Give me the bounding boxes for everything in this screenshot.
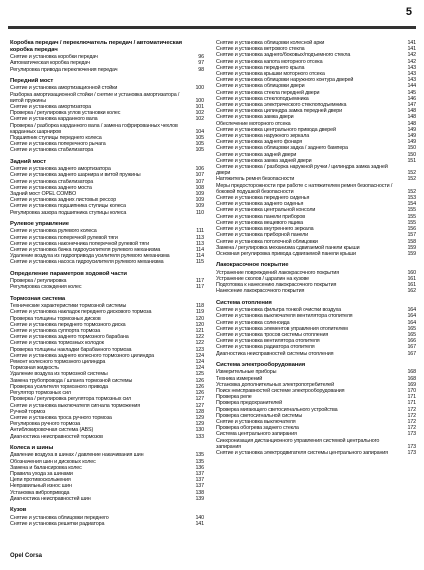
toc-entry-title: Устранение повреждений лакокрасочного покрытия — [216, 269, 339, 276]
toc-entry-page: 141 — [195, 520, 204, 527]
toc-entry-title: Снятие и установка электрического стеклоподъемника — [216, 102, 347, 109]
toc-entry-page: 113 — [195, 240, 204, 247]
toc-entry-title: Снятие и установка решетки радиатора — [10, 520, 105, 527]
toc-entry-title: Снятие и установка заднего фонаря — [216, 139, 303, 146]
toc-entry-title: Меры предосторожности при работе с натяжителем ремня безопасности / боковой подушкой безопасности — [216, 182, 393, 195]
toc-entry-title: Регулировка зазора подшипника ступицы колеса — [10, 209, 127, 216]
toc-entry-title: Снятие и установка насоса гидроусилителя рулевого механизма — [10, 259, 164, 266]
toc-entry-title: Снятие и установка наконечника поперечной рулевой тяги — [10, 240, 149, 247]
toc-entry-title: Снятие и установка заднего амортизатора — [10, 166, 111, 173]
toc-entry-title: Замена и балансировка колес — [10, 464, 82, 471]
toc-entry-title: Снятие и установка поперечного рычага — [10, 141, 106, 148]
toc-entry-title: Проверка усилителя тормозного привода — [10, 383, 108, 390]
toc-entry-page: 168 — [407, 369, 416, 376]
toc-entry-title: Снятие и установка поперечной рулевой тяги — [10, 234, 118, 241]
section-heading: Определение параметров ходовой части — [10, 270, 127, 277]
toc-entry-title: Установка вибропривода — [10, 489, 70, 496]
toc-entry-page: 150 — [407, 151, 416, 158]
toc-entry-title: Снятие и установка карданного вала — [10, 116, 98, 123]
toc-entry-title: Снятие и установка задних листовых рессор — [10, 197, 117, 204]
toc-section — [10, 221, 204, 266]
toc-section — [10, 445, 204, 502]
toc-entry-page: 157 — [407, 232, 416, 239]
header-rule — [8, 26, 416, 29]
toc-entry-page: 145 — [407, 89, 416, 96]
toc-entry[interactable] — [10, 496, 204, 502]
toc-entry-page: 168 — [407, 375, 416, 382]
toc-entry-title: Снятие и установка внутреннего зеркала — [216, 226, 314, 233]
toc-entry-title: Снятие и установка выключателя вентилятора отопителя — [216, 313, 353, 320]
toc-entry-page: 173 — [407, 449, 416, 456]
toc-right-column — [216, 40, 416, 461]
toc-entry-title: Проверка светосигнальной системы — [216, 412, 303, 419]
toc-entry-page: 123 — [195, 346, 204, 353]
toc-entry-title: Снятие и установка наружного зеркала — [216, 133, 310, 140]
toc-entry-title: Основная регулировка привода сдвигаемой панели крыши — [216, 250, 356, 257]
toc-entry-title: Снятие и установка заднего сиденья — [216, 201, 304, 208]
toc-entry-page: 143 — [407, 64, 416, 71]
toc-entry-title: Регулировка привода переключения передач — [10, 66, 118, 73]
toc-entry-title: Снятие и установка переднего крыла — [216, 64, 305, 71]
toc-entry-title: Нанесение лакокрасочного покрытия — [216, 288, 305, 295]
toc-entry-page: 143 — [407, 71, 416, 78]
toc-section — [10, 296, 204, 440]
toc-entry-page: 124 — [195, 359, 204, 366]
toc-entry-page: 142 — [407, 58, 416, 65]
toc-section — [10, 271, 204, 291]
toc-entry-title: Натяжитель ремня безопасности — [216, 176, 295, 183]
toc-entry-title: Снятие и установка бачка гидроусилителя рулевого механизма — [10, 247, 161, 254]
toc-entry-title: Устранение сколов / царапин на кузове — [216, 275, 309, 282]
toc-entry-page: 102 — [195, 116, 204, 123]
toc-entry-title: Снятие и установка облицовки переднего — [10, 514, 109, 521]
toc-entry-page: 164 — [407, 319, 416, 326]
toc-entry-page: 109 — [195, 203, 204, 210]
toc-entry-page: 107 — [195, 172, 204, 179]
toc-entry-page: 152 — [407, 176, 416, 183]
toc-entry-title: Технические характеристики тормозной системы — [10, 303, 127, 310]
section-heading: Лакокрасочное покрытие — [216, 262, 289, 269]
toc-entry-title: Проверка / регулировка углов установки колес — [10, 110, 121, 117]
toc-entry[interactable] — [216, 251, 416, 257]
toc-entry-title: Проверка предохранителей — [216, 400, 282, 407]
toc-entry[interactable] — [10, 67, 204, 73]
toc-entry-page: 155 — [407, 219, 416, 226]
toc-entry-title: Снятие и установка коробки передач — [10, 54, 98, 61]
toc-entry-page: 151 — [407, 157, 416, 164]
toc-entry-title: Снятие и установка облицовки задка / заднего бампера — [216, 145, 348, 152]
toc-entry-page: 161 — [407, 275, 416, 282]
toc-entry-page: 97 — [198, 60, 204, 67]
toc-entry-title: Снятие и установка выключателя — [216, 418, 296, 425]
toc-entry-page: 135 — [195, 452, 204, 459]
toc-entry-page: 162 — [407, 288, 416, 295]
toc-entry-page: 126 — [195, 390, 204, 397]
toc-entry-page: 124 — [195, 352, 204, 359]
toc-entry-page: 161 — [407, 282, 416, 289]
toc-section — [216, 300, 416, 357]
toc-entry-title: Замена / регулировка механизма сдвигаемой панели крыши — [216, 244, 360, 251]
toc-section — [216, 362, 416, 456]
toc-entry-title: Проверка толщины тормозных дисков — [10, 315, 101, 322]
section-heading: Коробка передач / переключатель передач / автоматическая коробка передач — [10, 40, 183, 53]
toc-entry-page: 150 — [407, 145, 416, 152]
toc-entry-title: Поиск неисправностей системе электрооборудования — [216, 387, 345, 394]
toc-entry-title: Тормозная жидкость — [10, 365, 59, 372]
toc-entry-title: Снятие и установка амортизатора — [10, 104, 91, 110]
toc-entry-title: Снятие и установка рулевого колеса — [10, 228, 97, 235]
toc-entry-title: Снятие и установка заднего колесного тормозного цилиндра — [10, 352, 155, 359]
section-heading: Передний мост — [10, 77, 54, 84]
toc-entry-page: 146 — [407, 95, 416, 102]
toc-entry-title: Снятие и установка стабилизатора — [10, 178, 94, 185]
toc-entry-page: 137 — [195, 483, 204, 490]
toc-entry-page: 167 — [407, 344, 416, 351]
toc-entry-page: 141 — [407, 46, 416, 53]
toc-entry-page: 122 — [195, 334, 204, 341]
toc-entry[interactable] — [216, 183, 416, 195]
toc-entry-title: Снятие и установка потолочной облицовки — [216, 238, 318, 245]
toc-entry-page: 118 — [195, 303, 204, 310]
toc-entry-page: 127 — [195, 396, 204, 403]
toc-entry-title: Давление воздуха в шинах / давление накачивания шин — [10, 452, 144, 459]
toc-entry-title: Снятие и установка замка двери — [216, 114, 294, 121]
toc-entry-title: Снятие и установка электродвигателя системы центрального запирания — [216, 449, 388, 456]
toc-entry-page: 172 — [407, 406, 416, 413]
toc-section — [10, 40, 204, 73]
toc-entry-page: 109 — [195, 191, 204, 198]
toc-entry-page: 164 — [407, 307, 416, 314]
toc-entry-page: 142 — [407, 52, 416, 59]
toc-entry-page: 110 — [195, 209, 204, 216]
toc-entry-title: Измерительные приборы — [216, 369, 277, 376]
toc-entry-page: 115 — [195, 259, 204, 266]
toc-entry-page: 156 — [407, 226, 416, 233]
toc-left-column — [10, 40, 204, 532]
toc-entry-page: 109 — [195, 197, 204, 204]
toc-entry[interactable] — [216, 351, 416, 357]
toc-entry-title: Снятие и установка цилиндра замка передней двери — [216, 108, 343, 115]
toc-entry-page: 108 — [195, 184, 204, 191]
toc-entry-title: Снятие и установка крышки моторного отсека — [216, 71, 325, 78]
toc-entry-title: Проверка / регулировка — [10, 278, 67, 285]
section-heading: Система электрооборудования — [216, 361, 306, 368]
toc-entry-title: Синхронизация дистанционного управления системой центрального запирания — [216, 437, 380, 450]
toc-entry-title: Подшипник ступицы переднего колеса — [10, 135, 102, 142]
toc-entry[interactable] — [10, 123, 204, 135]
toc-entry-title: Снятие и установка тормозных колодок — [10, 340, 104, 347]
toc-entry-page: 155 — [407, 213, 416, 220]
toc-entry-page: 153 — [407, 195, 416, 202]
toc-entry-page: 120 — [195, 321, 204, 328]
toc-entry-page: 122 — [195, 340, 204, 347]
toc-entry-title: Снятие и установка соленоида — [216, 319, 290, 326]
toc-entry-title: Снятие и установка заднего тормозного барабана — [10, 334, 129, 341]
toc-entry-page: 171 — [407, 394, 416, 401]
toc-entry-page: 140 — [195, 514, 204, 521]
footer-title: Opel Corsa — [10, 553, 43, 559]
toc-entry-page: 154 — [407, 201, 416, 208]
toc-entry-title: Снятие и установка облицовки двери — [216, 83, 305, 90]
toc-entry-page: 127 — [195, 402, 204, 409]
toc-entry[interactable] — [216, 450, 416, 456]
toc-entry-page: 102 — [195, 110, 204, 117]
toc-entry-title: Снятие и установка заднего моста — [10, 184, 92, 191]
toc-entry[interactable] — [10, 92, 204, 104]
toc-entry-page: 111 — [196, 228, 204, 235]
toc-entry-page: 120 — [195, 315, 204, 322]
toc-entry[interactable] — [216, 164, 416, 176]
toc-entry[interactable] — [216, 288, 416, 294]
page-number: 5 — [405, 6, 412, 18]
toc-entry-page: 130 — [195, 427, 204, 434]
toc-entry-page: 159 — [407, 250, 416, 257]
toc-entry-title: Снятие и установка панели приборов — [216, 213, 305, 220]
toc-entry-page: 152 — [407, 188, 416, 195]
toc-entry-title: Снятие и установка замка задней двери — [216, 157, 312, 164]
toc-entry-page: 136 — [195, 464, 204, 471]
toc-entry-page: 149 — [407, 126, 416, 133]
toc-entry-page: 121 — [195, 328, 204, 335]
toc-entry-page: 138 — [195, 489, 204, 496]
toc-entry-title: Задний мост OPEL COMBO — [10, 191, 77, 198]
toc-entry-title: Снятие и установка стекла передней двери — [216, 89, 320, 96]
toc-entry-page: 126 — [195, 377, 204, 384]
section-heading: Система отопления — [216, 299, 272, 306]
toc-entry-page: 149 — [407, 139, 416, 146]
toc-entry-title: Снятие и установка приборной панели — [216, 232, 308, 239]
toc-entry-title: Регулятор тормозных сил — [10, 390, 71, 397]
toc-entry-page: 124 — [195, 365, 204, 372]
toc-entry-title: Снятие и установка центральной консоли — [216, 207, 316, 214]
toc-entry-title: Снятие и установка радиатора отопителя — [216, 344, 315, 351]
toc-entry-title: Проверка / разборка карданного вала / замена гофрированных чехлов карданных шарниров — [10, 122, 178, 135]
toc-entry-title: Обозначения шин и дисковых колес — [10, 458, 96, 465]
toc-entry-page: 164 — [407, 313, 416, 320]
toc-entry-page: 144 — [407, 83, 416, 90]
toc-entry-page: 152 — [407, 170, 416, 177]
toc-entry-title: Ремонт колесного тормозного цилиндра — [10, 359, 106, 366]
toc-entry-page: 133 — [195, 433, 204, 440]
toc-entry[interactable] — [216, 438, 416, 450]
toc-entry-page: 96 — [198, 54, 204, 61]
toc-entry-title: Снятие и установка облицовки наружного контура дверей — [216, 77, 354, 84]
toc-entry-title: Обеспечение моторного отсека — [216, 120, 291, 127]
toc-entry-page: 172 — [407, 425, 416, 432]
toc-entry-title: Снятие и установка переднего сиденья — [216, 195, 310, 202]
toc-entry-title: Снятие и установка ветрового стекла — [216, 46, 305, 53]
toc-entry-page: 107 — [195, 178, 204, 185]
toc-entry-title: Подготовка к нанесению лакокрасочного покрытия — [216, 282, 337, 289]
toc-entry-page: 128 — [195, 408, 204, 415]
toc-section — [10, 507, 204, 527]
toc-entry-page: 104 — [195, 128, 204, 135]
toc-entry-page: 141 — [407, 40, 416, 46]
toc-entry-page: 148 — [407, 120, 416, 127]
toc-entry-title: Ручной тормоз — [10, 408, 46, 415]
toc-entry[interactable] — [10, 434, 204, 440]
toc-entry-title: Регулировка схождения колес — [10, 284, 82, 291]
toc-entry[interactable] — [10, 284, 204, 290]
toc-entry-page: 170 — [407, 387, 416, 394]
toc-entry-title: Снятие и установка троса ручного тормоза — [10, 414, 112, 421]
toc-entry-page: 160 — [407, 269, 416, 276]
toc-entry-page: 114 — [195, 247, 204, 254]
section-heading: Тормозная система — [10, 295, 66, 302]
toc-entry-title: Снятие и установка задней двери — [216, 151, 297, 158]
toc-entry-title: Проверка толщины накладки барабанного тормоза — [10, 346, 132, 353]
toc-entry-title: Снятие и установка переднего тормозного диска — [10, 321, 126, 328]
toc-section — [216, 262, 416, 294]
toc-entry-page: 100 — [195, 85, 204, 92]
toc-entry-title: Снятие и установка вентилятора отопителя — [216, 338, 320, 345]
toc-entry-page: 147 — [407, 102, 416, 109]
toc-entry-page: 100 — [195, 97, 204, 104]
toc-entry-title: Разборка амортизационной стойки / снятие и установка амортизатора / витой пружины — [10, 91, 180, 104]
toc-entry-title: Снятие и установка / разборка наружной ручки / цилиндра замка задней двери — [216, 164, 388, 177]
toc-entry-title: Проверка реле — [216, 394, 252, 401]
toc-entry-title: Удаление воздуха из гидропривода усилителя рулевого механизма — [10, 253, 170, 260]
toc-entry-page: 172 — [407, 418, 416, 425]
section-heading: Задний мост — [10, 158, 47, 165]
toc-entry-page: 137 — [195, 470, 204, 477]
toc-entry-page: 101 — [195, 104, 204, 110]
toc-entry-page: 165 — [407, 331, 416, 338]
toc-entry-title: Снятие и установка вещевого ящика — [216, 219, 304, 226]
toc-entry-title: Снятие и установка амортизационной стойки — [10, 85, 118, 92]
toc-entry-page: 137 — [195, 477, 204, 484]
toc-entry-title: Техника измерений — [216, 375, 263, 382]
toc-entry-page: 173 — [407, 443, 416, 450]
toc-entry-title: Регулировка ручного тормоза — [10, 421, 81, 428]
toc-entry-title: Снятие и установка стеклоподъемника — [216, 95, 309, 102]
toc-entry-page: 114 — [195, 253, 204, 260]
toc-entry-title: Автоматическая коробка передач — [10, 60, 90, 67]
toc-entry-page: 117 — [195, 284, 204, 291]
toc-entry-page: 126 — [195, 383, 204, 390]
toc-entry-title: Снятие и установка выключателя сигнала торможения — [10, 402, 141, 409]
toc-entry-page: 119 — [195, 309, 204, 316]
section-heading: Кузов — [10, 506, 27, 513]
toc-entry-title: Антиблокировочная система (ABS) — [10, 427, 94, 434]
toc-entry-title: Снятие и установка капота моторного отсека — [216, 58, 323, 65]
toc-entry-page: 165 — [407, 325, 416, 332]
toc-entry-title: Снятие и установка накладок переднего дискового тормоза — [10, 309, 152, 316]
toc-entry[interactable] — [10, 259, 204, 265]
toc-entry-title: Снятие и установка заднего/боковых/подъемного стекла — [216, 52, 351, 59]
toc-entry-title: Снятие и установка подшипника ступицы колеса — [10, 203, 126, 210]
toc-entry-page: 125 — [195, 371, 204, 378]
toc-entry-title: Проверка мигающего светосигнального устройства — [216, 406, 338, 413]
toc-entry-page: 98 — [198, 66, 204, 73]
toc-entry-title: Проверка / регулировка регулятора тормозных сил — [10, 396, 132, 403]
toc-entry-page: 172 — [407, 412, 416, 419]
toc-entry-page: 139 — [195, 495, 204, 502]
toc-entry-title: Правила ухода за шинами — [10, 470, 73, 477]
toc-entry-title: Снятие и установка заднего шарнира и витой пружины — [10, 172, 141, 179]
toc-entry-page: 148 — [407, 114, 416, 121]
toc-entry-title: Цепи противоскольжения — [10, 477, 71, 484]
toc-entry-title: Снятие и установка стабилизатора — [10, 147, 94, 154]
toc-entry-title: Снятие и установка облицовки колесной арки — [216, 40, 325, 46]
toc-entry-title: Снятие и установка суппорта тормоза — [10, 328, 101, 335]
toc-entry-page: 106 — [195, 166, 204, 173]
toc-section — [10, 159, 204, 216]
toc-entry-page: 148 — [407, 108, 416, 115]
toc-entry-page: 135 — [195, 458, 204, 465]
toc-entry-page: 158 — [407, 238, 416, 245]
toc-entry-page: 159 — [407, 244, 416, 251]
toc-section — [10, 78, 204, 154]
toc-entry-page: 173 — [407, 431, 416, 438]
toc-entry-title: Диагностика неисправностей шин — [10, 495, 91, 502]
toc-entry-page: 169 — [407, 381, 416, 388]
toc-entry[interactable] — [10, 210, 204, 216]
toc-entry[interactable] — [10, 521, 204, 527]
toc-entry[interactable] — [10, 147, 204, 153]
toc-entry-title: Установка дополнительных электропотребителей — [216, 381, 335, 388]
toc-entry-page: 105 — [195, 147, 204, 154]
toc-entry-title: Замена трубопровода / шланга тормозной системы — [10, 377, 133, 384]
toc-entry-title: Диагностика неисправностей тормозов — [10, 433, 103, 440]
toc-section — [216, 40, 416, 257]
toc-entry-page: 167 — [407, 350, 416, 357]
toc-entry-page: 166 — [407, 338, 416, 345]
section-heading: Колеса и шины — [10, 444, 54, 451]
toc-entry-page: 129 — [195, 421, 204, 428]
toc-entry-page: 117 — [195, 278, 204, 285]
toc-entry-title: Удаление воздуха из тормозной системы — [10, 371, 108, 378]
toc-entry-page: 113 — [195, 234, 204, 241]
toc-entry-title: Снятие и установка фильтра тонкой очистки воздуха — [216, 307, 342, 314]
toc-entry-title: Проверка обогрева заднего стекла — [216, 425, 299, 432]
toc-entry-title: Диагностика неисправностей системы отопления — [216, 350, 334, 357]
toc-entry-title: Неправильный износ шин — [10, 483, 72, 490]
toc-entry-title: Система центрального запирания — [216, 431, 297, 438]
toc-entry-page: 143 — [407, 77, 416, 84]
toc-entry-page: 149 — [407, 133, 416, 140]
toc-entry-page: 105 — [195, 135, 204, 142]
toc-entry-page: 129 — [195, 414, 204, 421]
toc-entry-page: 105 — [195, 141, 204, 148]
toc-entry-title: Снятие и установка тросов системы отопления — [216, 331, 329, 338]
toc-entry-title: Снятие и установка элементов управления отопителем — [216, 325, 348, 332]
section-heading: Рулевое управление — [10, 220, 69, 227]
toc-entry-title: Снятие и установка центрального привода дверей — [216, 126, 336, 133]
toc-entry-page: 155 — [407, 207, 416, 214]
toc-entry-page: 171 — [407, 400, 416, 407]
